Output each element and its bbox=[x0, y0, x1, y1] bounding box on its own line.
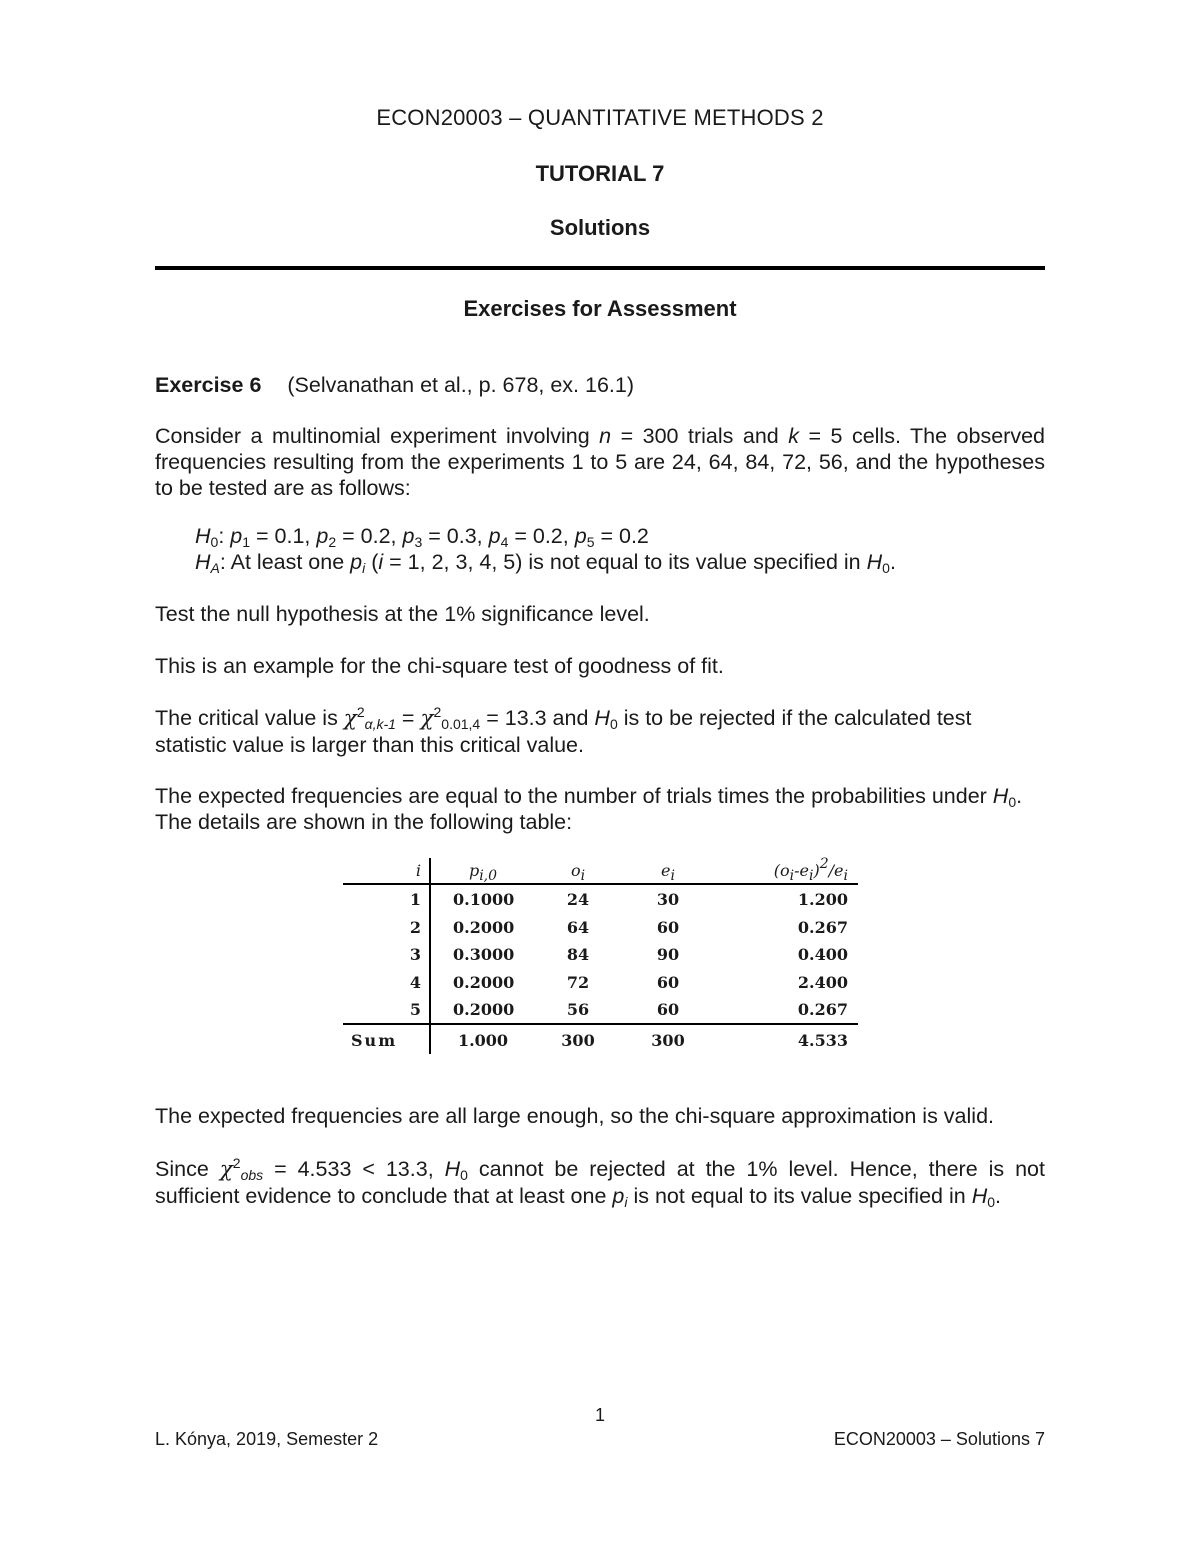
table-header-row bbox=[343, 856, 858, 889]
cell-p: 0.2000 bbox=[453, 973, 515, 992]
footer-author: L. Kónya, 2019, Semester 2 bbox=[155, 1429, 379, 1449]
sum-label: Sum bbox=[351, 1031, 398, 1050]
exercise-intro: Consider a multinomial experiment involving n = 300 trials and k = 5 cells. The observed frequencies resulting from the experiments 1 to 5 are 24, 64, 84, 72, 56, and the hypotheses to be tested are as follows: bbox=[155, 424, 1045, 500]
solutions-title: Solutions bbox=[549, 215, 651, 240]
table-row bbox=[343, 890, 858, 918]
cell-i: 5 bbox=[409, 1000, 421, 1019]
cell-chi: 0.267 bbox=[797, 918, 848, 937]
cell-e: 60 bbox=[656, 918, 680, 937]
example-note: This is an example for the chi-square test of goodness of fit. bbox=[155, 654, 724, 678]
table-sum-row bbox=[343, 1031, 858, 1059]
footer-doc: ECON20003 – Solutions 7 bbox=[833, 1429, 1045, 1449]
exercise-label: Exercise 6 bbox=[155, 373, 262, 397]
table-row bbox=[343, 973, 858, 1001]
cell-i: 3 bbox=[409, 945, 421, 964]
cell-e: 60 bbox=[656, 1000, 680, 1019]
validity-note: The expected frequencies are all large enough, so the chi-square approximation is valid. bbox=[155, 1104, 994, 1128]
exercise-reference: (Selvanathan et al., p. 678, ex. 16.1) bbox=[287, 373, 635, 397]
cell-o: 64 bbox=[566, 918, 590, 937]
cell-p: 0.3000 bbox=[453, 945, 515, 964]
alternative-hypothesis: $H_A$: At least one $p_i$ (i = 1, 2, 3, 4, 5) is not equal to its value specified in $H_0$. bbox=[195, 550, 896, 576]
cell-chi: 0.267 bbox=[797, 1000, 848, 1019]
cell-i: 1 bbox=[409, 890, 421, 909]
header-chi: $(o_i-e_i)^2/e_i$ bbox=[773, 856, 848, 884]
cell-e: 60 bbox=[656, 973, 680, 992]
cell-o: 72 bbox=[566, 973, 590, 992]
conclusion-paragraph: Since $\chi^2_{obs} = 4.533 < 13.3$, $H_0$ cannot be rejected at the 1% level. Hence, there is not sufficient evidence to conclude that at least one $p_i$ is not equal to its value specified in $H_0$. bbox=[155, 1155, 1045, 1210]
course-title: ECON20003 – QUANTITATIVE METHODS 2 bbox=[376, 105, 824, 130]
cell-i: 2 bbox=[409, 918, 421, 937]
document-page bbox=[155, 0, 1045, 1553]
section-heading: Exercises for Assessment bbox=[463, 296, 737, 321]
page-number: 1 bbox=[594, 1405, 605, 1425]
cell-o: 56 bbox=[566, 1000, 590, 1019]
cell-p: 0.1000 bbox=[453, 890, 515, 909]
cell-e: 30 bbox=[656, 890, 680, 909]
table-row bbox=[343, 1000, 858, 1028]
null-hypothesis: $H_0$: $p_1 = 0.1$, $p_2 = 0.2$, $p_3 = 0.3$, $p_4 = 0.2$, $p_5 = 0.2$ bbox=[195, 524, 649, 550]
exercise-heading bbox=[155, 372, 1045, 398]
critical-value-paragraph: The critical value is $\chi^2_{\alpha,k-1} = \chi^2_{0.01,4} = 13.3$ and $H_0$ is to be rejected if the calculated test statistic value is larger than this critical value. bbox=[155, 704, 972, 757]
tutorial-title: TUTORIAL 7 bbox=[535, 161, 665, 186]
header-e: $e_i$ bbox=[661, 861, 675, 884]
cell-i: 4 bbox=[409, 973, 421, 992]
sum-p: 1.000 bbox=[457, 1031, 509, 1050]
sum-o: 300 bbox=[561, 1031, 595, 1050]
header-o: $o_i$ bbox=[570, 861, 586, 884]
table-row bbox=[343, 945, 858, 973]
cell-p: 0.2000 bbox=[453, 918, 515, 937]
cell-p: 0.2000 bbox=[453, 1000, 515, 1019]
cell-o: 24 bbox=[566, 890, 590, 909]
sum-chi: 4.533 bbox=[797, 1031, 848, 1050]
cell-chi: 1.200 bbox=[797, 890, 848, 909]
frequency-table bbox=[343, 858, 858, 1054]
test-instruction: Test the null hypothesis at the 1% significance level. bbox=[155, 602, 650, 626]
cell-chi: 0.400 bbox=[797, 945, 848, 964]
table-row bbox=[343, 918, 858, 946]
header-i: i bbox=[415, 861, 421, 880]
header-p: $p_{i,0}$ bbox=[468, 861, 498, 884]
cell-e: 90 bbox=[656, 945, 680, 964]
title-divider bbox=[155, 266, 1045, 270]
sum-e: 300 bbox=[651, 1031, 685, 1050]
expected-frequencies-paragraph: The expected frequencies are equal to the number of trials times the probabilities under $H_0$. The details are shown in the following table: bbox=[155, 784, 1023, 834]
cell-chi: 2.400 bbox=[797, 973, 848, 992]
cell-o: 84 bbox=[566, 945, 590, 964]
